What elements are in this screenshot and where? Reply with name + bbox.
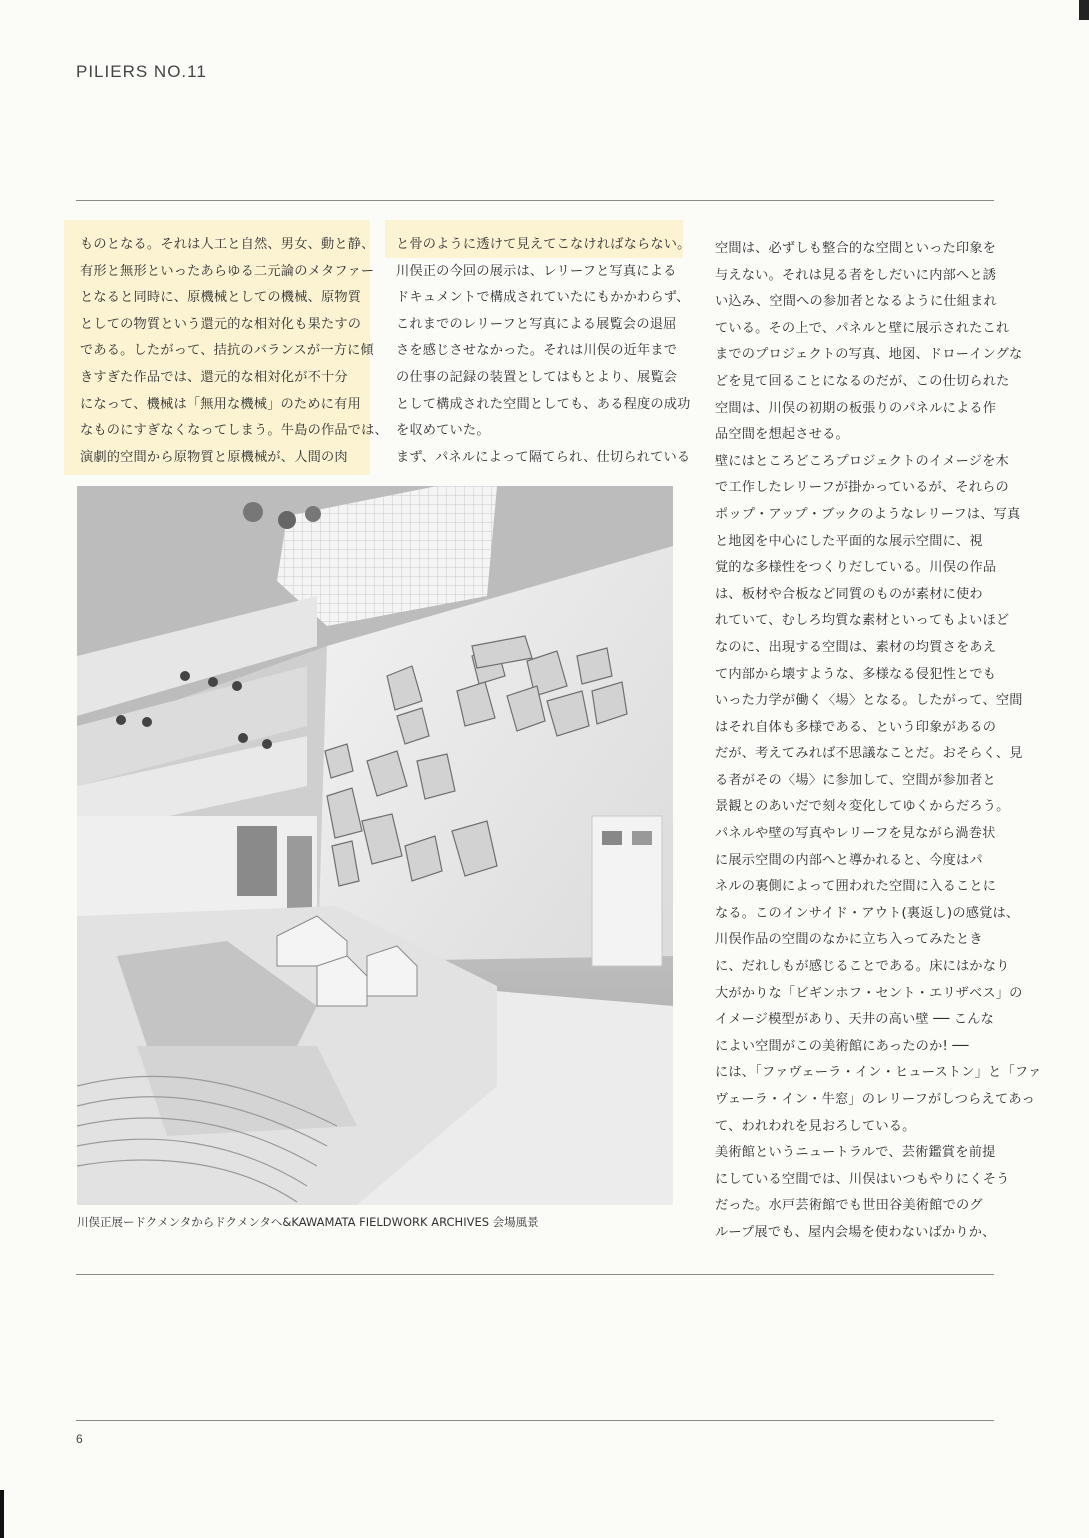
text-line: によい空間がこの美術館にあったのか! ── [715,1038,969,1054]
text-line: 有形と無形といったあらゆる二元論のメタファー [80,263,375,279]
text-line: ポップ・アップ・ブックのようなレリーフは、写真 [715,506,1021,522]
text-line: には、「ファヴェーラ・イン・ヒューストン」と「ファ [715,1065,1042,1081]
photo-caption: 川俣正展ードクメンタからドクメンタへ&KAWAMATA FIELDWORK ARCHIVES 会場風景 [77,1215,539,1229]
text-line: だった。水戸芸術館でも世田谷美術館でのグ [715,1198,983,1214]
text-line: 美術館というニュートラルで、芸術鑑賞を前提 [715,1145,996,1161]
text-line: に、だれしもが感じることである。床にはかなり [715,959,1010,975]
text-line: 覚的な多様性をつくりだしている。川俣の作品 [715,560,997,576]
text-line: 壁にはところどころプロジェクトのイメージを木 [715,453,1009,469]
text-line: で工作したレリーフが掛かっているが、それらの [715,480,1009,496]
text-line: ループ展でも、屋内会場を使わないばかりか、 [715,1224,996,1240]
text-line: これまでのレリーフと写真による展覧会の退屈 [396,316,677,332]
text-line: になって、機械は「無用な機械」のために有用 [80,396,361,412]
text-line: 演劇的空間から原物質と原機械が、人間の肉 [80,449,348,465]
text-line: て内部から壊すような、多様なる侵犯性とでも [715,666,997,682]
text-line: と骨のように透けて見えてこなければならない。 [396,237,691,252]
text-line: なのに、出現する空間は、素材の均質さをあえ [715,639,997,655]
text-line: さを感じさせなかった。それは川俣の近年まで [396,343,678,359]
scan-corner-mark [1079,0,1089,20]
text-line: 景観とのあいだで刻々変化してゆくからだろう。 [715,799,1010,815]
text-line: を収めていた。 [396,423,490,439]
text-line: ドキュメントで構成されていたにもかかわらず、 [396,290,690,306]
text-line: 品空間を想起させる。 [715,427,849,443]
text-line: パネルや壁の写真やレリーフを見ながら渦巻状 [715,826,996,842]
text-line: なる。このインサイド・アウト(裏返し)の感覚は、 [715,905,1020,921]
text-line: に展示空間の内部へと導かれると、今度はパ [715,852,983,868]
text-line: い込み、空間への参加者となるように仕組まれ [715,294,997,310]
scan-edge-mark [0,1490,4,1538]
text-line: きすぎた作品では、還元的な相対化が不十分 [80,369,348,385]
text-line: イメージ模型があり、天井の高い壁 ── こんな [715,1012,995,1028]
text-line: 与えない。それは見る者をしだいに内部へと誘 [715,267,997,283]
text-line: までのプロジェクトの写真、地図、ドローイングな [715,347,1023,363]
text-line: だが、考えてみれば不思議なことだ。おそらく、見 [715,746,1023,762]
text-line: 大がかりな「ビギンホフ・セント・エリザベス」の [715,985,1023,1001]
text-line: る者がその〈場〉に参加して、空間が参加者と [715,772,996,788]
top-divider [76,200,994,201]
bottom-divider [76,1420,994,1421]
text-line: 川俣正の今回の展示は、レリーフと写真による [396,263,677,279]
text-line: と地図を中心にした平面的な展示空間に、視 [715,533,983,549]
text-line: ネルの裏側によって囲われた空間に入ることに [715,879,997,895]
text-line: いった力学が働く〈場〉となる。したがって、空間 [715,693,1023,709]
page-number: 6 [76,1432,83,1446]
text-line: ている。その上で、パネルと壁に展示されたこれ [715,320,1010,336]
publication-title: PILIERS NO.11 [76,62,207,81]
text-column-1 [80,232,388,471]
text-line: 空間は、必ずしも整合的な空間といった印象を [715,241,997,256]
text-line: にしている空間では、川俣はいつもやりにくそう [715,1171,1010,1187]
text-column-2 [396,232,691,471]
text-line: である。したがって、拮抗のバランスが一方に傾 [80,343,374,359]
text-line: の仕事の記録の装置としてはもとより、展覧会 [396,369,678,385]
text-line: ヴェーラ・イン・牛窓」のレリーフがしつらえてあっ [715,1092,1035,1107]
text-line: としての物質という還元的な相対化も果たすの [80,316,362,332]
text-line: となると同時に、原機械としての機械、原物質 [80,290,362,306]
text-line: て、われわれを見おろしている。 [715,1118,916,1134]
text-line: れていて、むしろ均質な素材といってもよいほど [715,613,1010,629]
middle-divider [76,1274,994,1275]
text-line: は、板材や合板など同質のものが素材に使わ [715,586,983,602]
text-line: まず、パネルによって隔てられ、仕切られている [396,449,691,465]
gallery-interior-illustration [77,486,673,1205]
text-column-3 [715,236,1042,1247]
text-line: どを見て回ることになるのだが、この仕切られた [715,373,1010,389]
text-line: はそれ自体も多様である、という印象があるの [715,719,997,735]
text-line: なものにすぎなくなってしまう。牛島の作品では、 [80,423,388,439]
text-line: 川俣作品の空間のなかに立ち入ってみたとき [715,932,983,948]
text-line: ものとなる。それは人工と自然、男女、動と静、 [80,237,375,252]
exhibition-photo [77,486,673,1205]
text-line: 空間は、川俣の初期の板張りのパネルによる作 [715,400,997,416]
text-line: として構成された空間としても、ある程度の成功 [396,396,691,412]
